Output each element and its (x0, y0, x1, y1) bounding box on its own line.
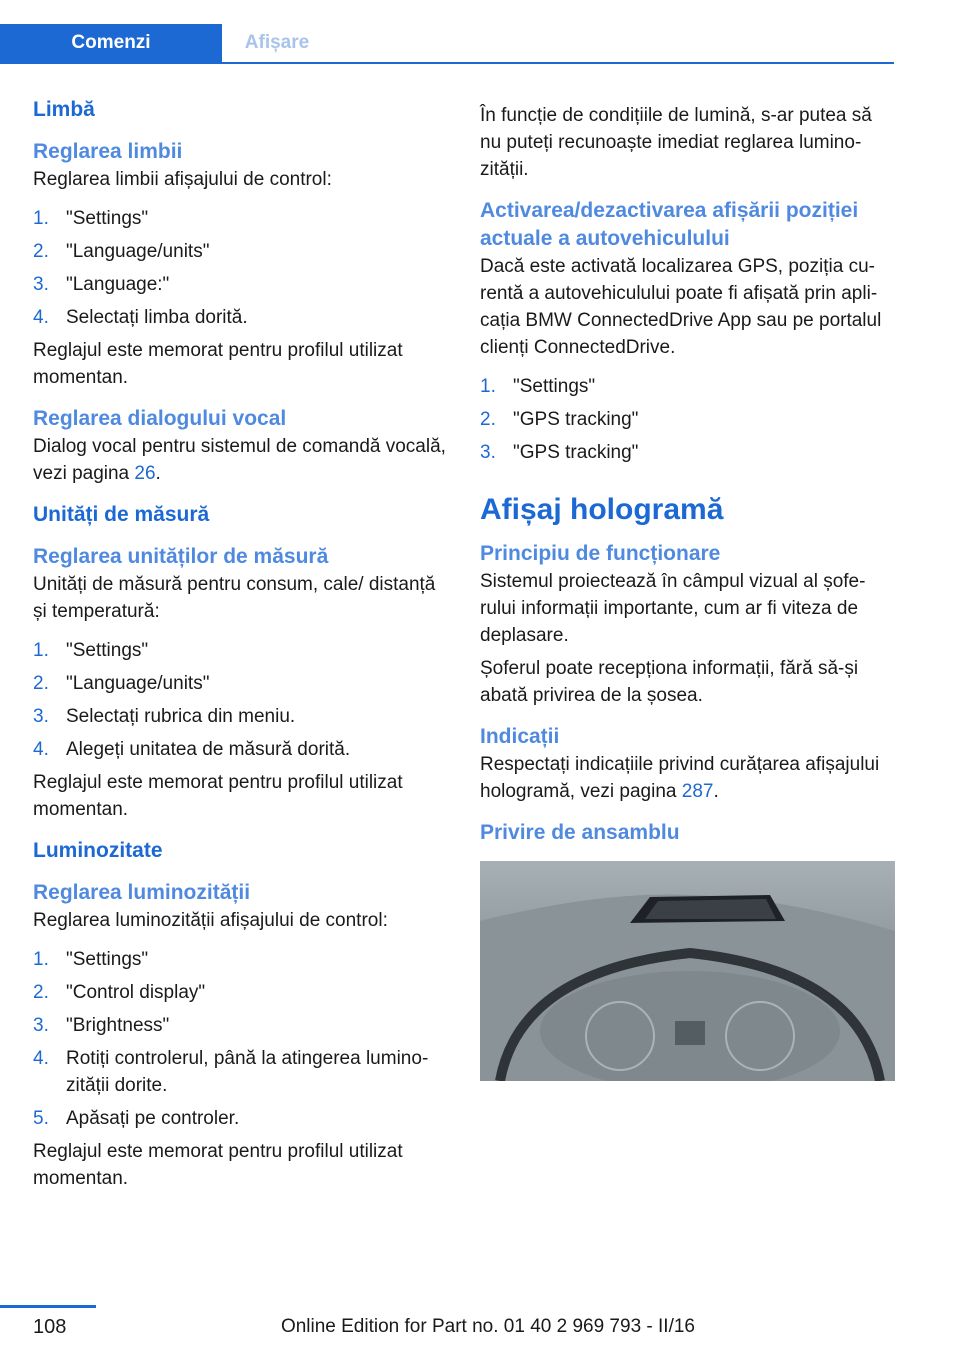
subheading-hints: Indicații (480, 725, 560, 748)
language-intro: Reglarea limbii afișajului de control: (33, 169, 332, 190)
section-heading-units: Unități de măsură (33, 503, 210, 526)
principle-text-1: Sistemul proiectează în câmpul vizual al șoferului informații importante, cum ar fi viteza de deplasare. (480, 571, 866, 646)
gps-text: Dacă este activată localizarea GPS, poziția curentă a autovehiculului poate fi afișată prin aplicația BMW ConnectedDrive App sau pe portalul clienți ConnectedDrive. (480, 256, 882, 358)
gps-steps (480, 373, 895, 466)
chapter-tabs (0, 24, 894, 64)
units-note: Reglajul este memorat pentru profilul utilizat momentan. (33, 772, 403, 820)
page-number: 108 (33, 1316, 67, 1338)
list-item: 1. "Settings" (33, 640, 149, 661)
brightness-intro: Reglarea luminozității afișajului de control: (33, 910, 388, 931)
list-item: 3. Selectați rubrica din meniu. (33, 706, 296, 727)
edition-text: Online Edition for Part no. 01 40 2 969 793 - II/16 (280, 1316, 695, 1337)
footer-rule (0, 1305, 96, 1308)
units-steps (33, 637, 453, 763)
brightness-steps (33, 946, 453, 1132)
list-item: 2. "Language/units" (33, 673, 210, 694)
section-heading-language: Limbă (33, 98, 95, 121)
list-item: 1. "Settings" (480, 376, 596, 397)
subheading-units-setting: Reglarea unităților de măsură (33, 545, 329, 568)
page-link-287[interactable]: 287 (681, 781, 714, 802)
brightness-light-text: În funcție de condițiile de lumină, s-ar putea să nu puteți recunoaște imediat reglarea luminozității. (480, 105, 872, 180)
list-item: 4. Alegeți unitatea de măsură dorită. (33, 739, 351, 760)
subheading-brightness-setting: Reglarea luminozității (33, 881, 251, 904)
hologram-dashboard-photo (480, 861, 895, 1081)
subheading-gps-tracking: Activarea/dezactivarea afișării poziției actuale a autovehiculului (480, 199, 859, 250)
list-item: 4. Selectați limba dorită. (33, 307, 248, 328)
page-link-26[interactable]: 26 (134, 463, 156, 484)
language-steps (33, 205, 453, 331)
list-item: 3. "Brightness" (33, 1015, 170, 1036)
right-column (480, 102, 895, 1081)
section-heading-hologram: Afișaj hologramă (480, 493, 724, 526)
principle-text-2: Șoferul poate recepționa informații, fără să-și abată privirea de la șosea. (480, 658, 859, 706)
list-item: 2. "Language/units" (33, 241, 210, 262)
list-item: 3. "GPS tracking" (480, 442, 639, 463)
voice-text: Dialog vocal pentru sistemul de comandă vocală, vezi pagina 26. (33, 436, 446, 484)
subheading-principle: Principiu de funcționare (480, 542, 721, 565)
subheading-language-setting: Reglarea limbii (33, 140, 183, 163)
brightness-note: Reglajul este memorat pentru profilul utilizat momentan. (33, 1141, 403, 1189)
list-item: 1. "Settings" (33, 949, 149, 970)
list-item: 2. "Control display" (33, 982, 206, 1003)
tab-comenzi[interactable]: Comenzi (0, 24, 222, 62)
section-heading-brightness: Luminozitate (33, 839, 163, 862)
list-item: 4. Rotiți controlerul, până la atingerea luminozității dorite. (33, 1048, 429, 1096)
list-item: 5. Apăsați pe controler. (33, 1108, 240, 1129)
list-item: 2. "GPS tracking" (480, 409, 639, 430)
units-intro: Unități de măsură pentru consum, cale/ distanță și temperatură: (33, 574, 436, 622)
left-column (33, 96, 453, 1192)
subheading-voice-dialog: Reglarea dialogului vocal (33, 407, 287, 430)
subheading-overview: Privire de ansamblu (480, 821, 680, 844)
language-note: Reglajul este memorat pentru profilul utilizat momentan. (33, 340, 403, 388)
tab-afisare[interactable]: Afișare (244, 32, 310, 53)
dashboard-illustration (480, 861, 895, 1081)
list-item: 3. "Language:" (33, 274, 170, 295)
list-item: 1. "Settings" (33, 208, 149, 229)
hints-text: Respectați indicațiile privind curățarea afișajului hologramă, vezi pagina 287. (480, 754, 880, 802)
